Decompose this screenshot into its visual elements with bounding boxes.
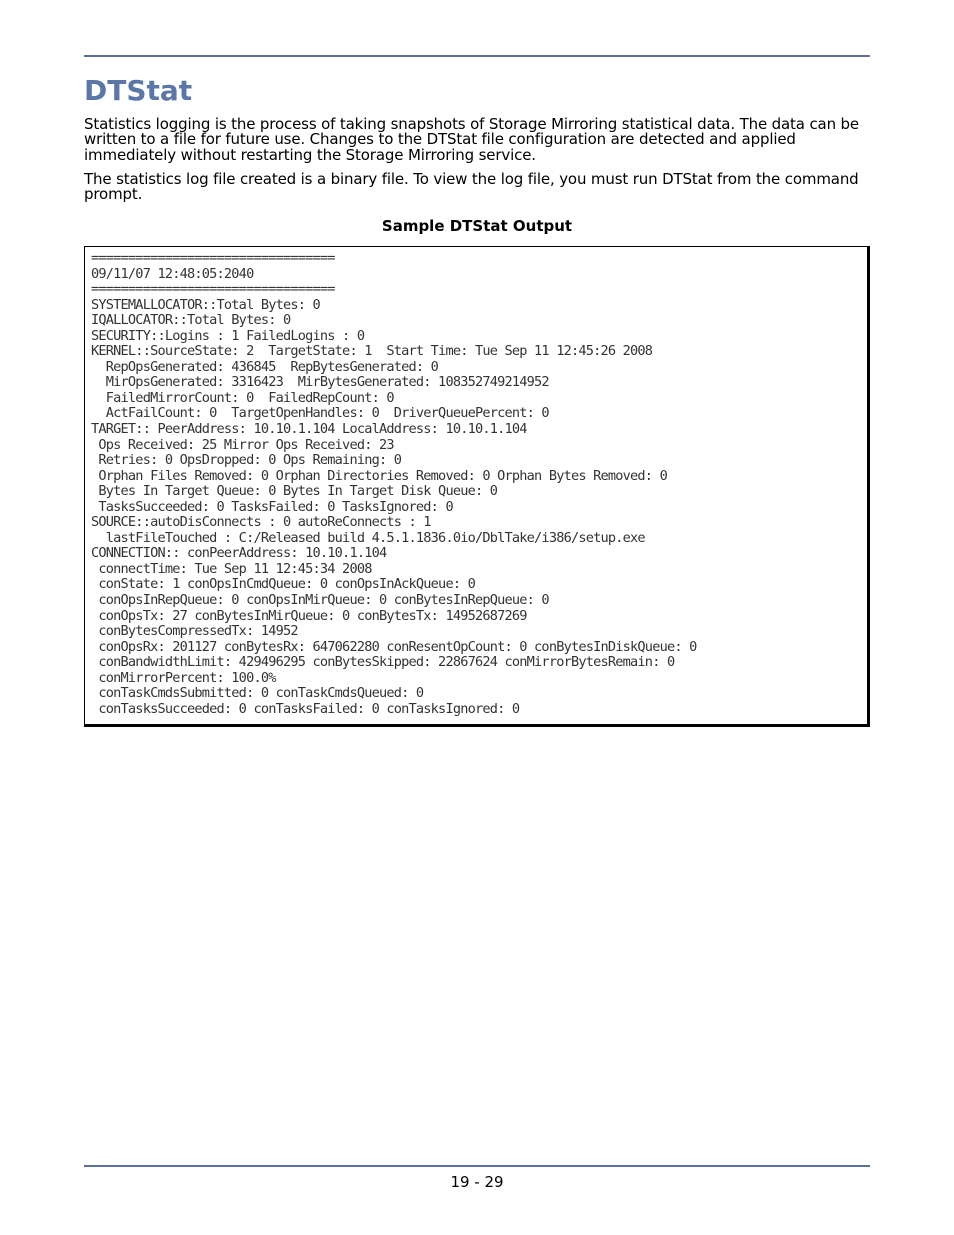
sample-output-line: MirOpsGenerated: 3316423 MirBytesGenerated: 108352749214952 xyxy=(91,374,549,391)
page-number: 19 - 29 xyxy=(450,1173,504,1191)
sample-output-line: connectTime: Tue Sep 11 12:45:34 2008 xyxy=(91,560,372,577)
sample-output-line: conTasksSucceeded: 0 conTasksFailed: 0 conTasksIgnored: 0 xyxy=(91,700,520,717)
sample-output-line: conOpsInRepQueue: 0 conOpsInMirQueue: 0 conBytesInRepQueue: 0 xyxy=(91,592,549,609)
sample-output-line: SECURITY::Logins : 1 FailedLogins : 0 xyxy=(91,327,365,344)
sample-output-line: Ops Received: 25 Mirror Ops Received: 23 xyxy=(91,436,394,453)
sample-output-line: conTaskCmdsSubmitted: 0 conTaskCmdsQueued: 0 xyxy=(91,685,424,702)
intro-paragraph: Statistics logging is the process of taking snapshots of Storage Mirroring statistical data. The data can be written to a file for future use. Changes to the DTStat file configuration are detected and applied immediately without restarting the Storage Mirroring service. xyxy=(84,115,860,164)
sample-output-line: ActFailCount: 0 TargetOpenHandles: 0 DriverQueuePercent: 0 xyxy=(91,405,549,422)
sample-output-line: ================================= xyxy=(91,281,335,298)
sample-output-line: conBytesCompressedTx: 14952 xyxy=(91,623,298,640)
sample-output-line: lastFileTouched : C:/Released build 4.5.1.1836.0io/DblTake/i386/setup.exe xyxy=(91,529,645,546)
sample-output-line: TARGET:: PeerAddress: 10.10.1.104 LocalAddress: 10.10.1.104 xyxy=(91,421,527,438)
sample-output-line: SOURCE::autoDisConnects : 0 autoReConnects : 1 xyxy=(91,514,431,531)
sample-output-line: TasksSucceeded: 0 TasksFailed: 0 TasksIgnored: 0 xyxy=(91,498,453,515)
sample-output-line: IQALLOCATOR::Total Bytes: 0 xyxy=(91,312,291,329)
sample-output-line: CONNECTION:: conPeerAddress: 10.10.1.104 xyxy=(91,545,387,562)
sample-output-text xyxy=(91,251,697,717)
sample-output-line: ================================= xyxy=(91,250,335,266)
sample-output-line: Bytes In Target Queue: 0 Bytes In Target Disk Queue: 0 xyxy=(91,483,498,500)
sample-output-line: conState: 1 conOpsInCmdQueue: 0 conOpsInAckQueue: 0 xyxy=(91,576,475,593)
sample-output-line: Orphan Files Removed: 0 Orphan Directories Removed: 0 Orphan Bytes Removed: 0 xyxy=(91,467,667,484)
page-title: DTStat xyxy=(84,74,193,107)
sample-output-box xyxy=(84,246,870,727)
sample-output-line: 09/11/07 12:48:05:2040 xyxy=(91,265,254,282)
sample-output-line: Retries: 0 OpsDropped: 0 Ops Remaining: 0 xyxy=(91,452,402,469)
sample-output-line: KERNEL::SourceState: 2 TargetState: 1 Start Time: Tue Sep 11 12:45:26 2008 xyxy=(91,343,653,360)
log-file-paragraph: The statistics log file created is a binary file. To view the log file, you must run DTStat from the command prompt. xyxy=(84,170,859,204)
sample-output-line: conOpsTx: 27 conBytesInMirQueue: 0 conBytesTx: 14952687269 xyxy=(91,607,527,624)
sample-output-caption: Sample DTStat Output xyxy=(381,217,573,235)
header-rule xyxy=(84,55,870,57)
sample-output-line: FailedMirrorCount: 0 FailedRepCount: 0 xyxy=(91,389,394,406)
footer-rule xyxy=(84,1165,870,1167)
sample-output-line: SYSTEMALLOCATOR::Total Bytes: 0 xyxy=(91,296,320,313)
sample-output-line: conBandwidthLimit: 429496295 conBytesSkipped: 22867624 conMirrorBytesRemain: 0 xyxy=(91,654,675,671)
sample-output-line: conMirrorPercent: 100.0% xyxy=(91,669,276,686)
sample-output-line: conOpsRx: 201127 conBytesRx: 647062280 conResentOpCount: 0 conBytesInDiskQueue: 0 xyxy=(91,638,697,655)
sample-output-line: RepOpsGenerated: 436845 RepBytesGenerated: 0 xyxy=(91,358,439,375)
